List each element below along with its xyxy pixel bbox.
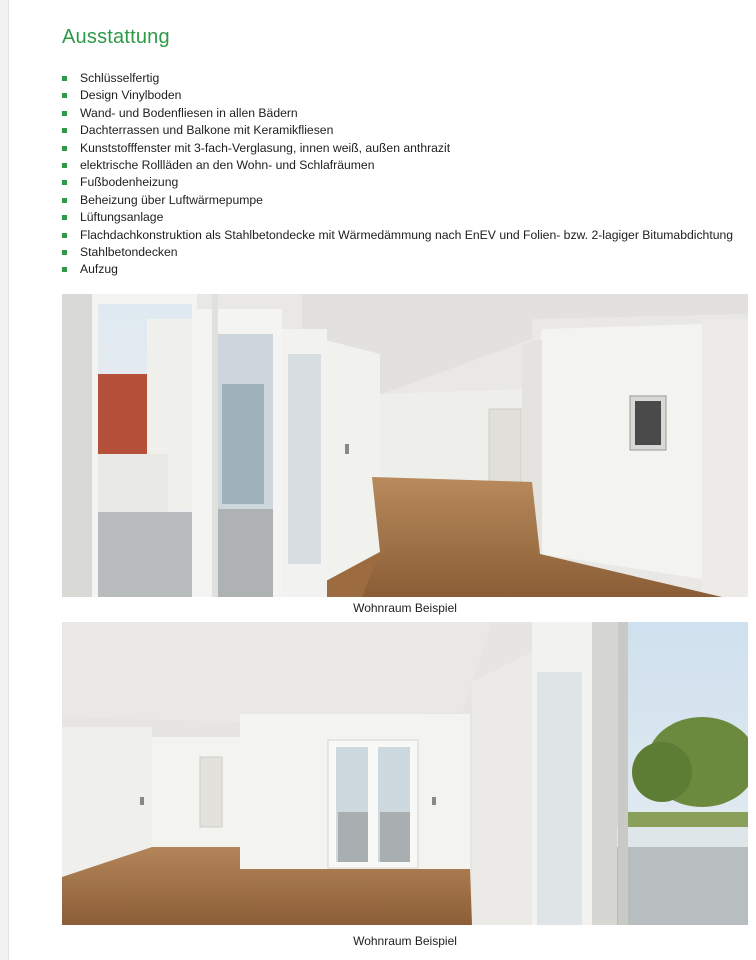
- photo-caption-1: Wohnraum Beispiel: [353, 601, 457, 615]
- list-item: Design Vinylboden: [62, 87, 752, 104]
- feature-list: [62, 70, 752, 279]
- list-item: Stahlbetondecken: [62, 244, 752, 261]
- list-item: Beheizung über Luftwärmepumpe: [62, 192, 752, 209]
- bullet-icon: [62, 215, 67, 220]
- bullet-icon: [62, 180, 67, 185]
- bullet-icon: [62, 111, 67, 116]
- page-title: Ausstattung: [62, 26, 170, 48]
- list-item: Lüftungsanlage: [62, 209, 752, 226]
- bullet-icon: [62, 198, 67, 203]
- list-item: Kunststofffenster mit 3-fach-Verglasung, innen weiß, außen anthrazit: [62, 140, 752, 157]
- list-item: Flachdachkonstruktion als Stahlbetondecke mit Wärmedämmung nach EnEV und Folien- bzw. 2-lagiger Bitumabdichtung: [62, 227, 752, 244]
- list-item: Fußbodenheizung: [62, 174, 752, 191]
- bullet-icon: [62, 163, 67, 168]
- bullet-icon: [62, 250, 67, 255]
- bullet-icon: [62, 128, 67, 133]
- list-item: Wand- und Bodenfliesen in allen Bädern: [62, 105, 752, 122]
- list-item: Schlüsselfertig: [62, 70, 752, 87]
- list-item: Aufzug: [62, 261, 752, 278]
- bullet-icon: [62, 146, 67, 151]
- bullet-icon: [62, 267, 67, 272]
- list-item: Dachterrassen und Balkone mit Keramikfliesen: [62, 122, 752, 139]
- bullet-icon: [62, 93, 67, 98]
- photo-caption-2: Wohnraum Beispiel: [353, 934, 457, 948]
- bullet-icon: [62, 76, 67, 81]
- list-item: elektrische Rollläden an den Wohn- und Schlafräumen: [62, 157, 752, 174]
- living-room-photo-1: [62, 294, 748, 597]
- page-edge: [0, 0, 9, 960]
- bullet-icon: [62, 233, 67, 238]
- living-room-photo-2: [62, 622, 748, 925]
